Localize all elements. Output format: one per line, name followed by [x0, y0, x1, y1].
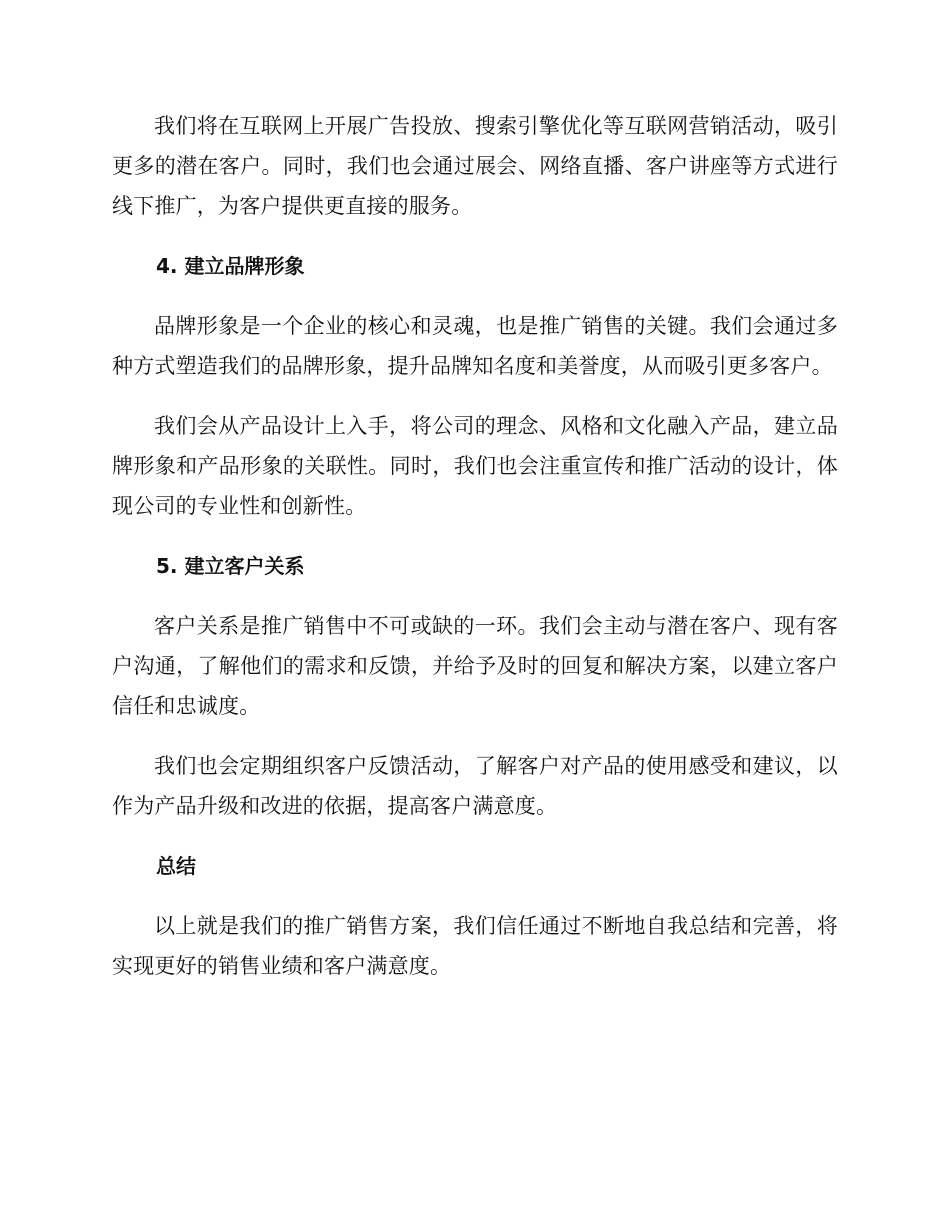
- paragraph-customer-communication: 客户关系是推广销售中不可或缺的一环。我们会主动与潜在客户、现有客户沟通，了解他们的需求和反馈，并给予及时的回复和解决方案，以建立客户信任和忠诚度。: [112, 614, 838, 718]
- paragraph-online-marketing: 我们将在互联网上开展广告投放、搜索引擎优化等互联网营销活动，吸引更多的潜在客户。同时，我们也会通过展会、网络直播、客户讲座等方式进行线下推广，为客户提供更直接的服务。: [112, 114, 838, 218]
- paragraph-customer-feedback: 我们也会定期组织客户反馈活动，了解客户对产品的使用感受和建议，以作为产品升级和改进的依据，提高客户满意度。: [112, 754, 838, 818]
- heading-summary: 总结: [156, 854, 196, 878]
- paragraph-brand-importance: 品牌形象是一个企业的核心和灵魂，也是推广销售的关键。我们会通过多种方式塑造我们的品牌形象，提升品牌知名度和美誉度，从而吸引更多客户。: [112, 314, 838, 378]
- heading-brand-image: 4. 建立品牌形象: [156, 254, 305, 278]
- heading-customer-relations: 5. 建立客户关系: [156, 554, 305, 578]
- paragraph-product-design: 我们会从产品设计上入手，将公司的理念、风格和文化融入产品，建立品牌形象和产品形象的关联性。同时，我们也会注重宣传和推广活动的设计，体现公司的专业性和创新性。: [112, 414, 838, 518]
- paragraph-summary: 以上就是我们的推广销售方案，我们信任通过不断地自我总结和完善，将实现更好的销售业绩和客户满意度。: [112, 914, 838, 978]
